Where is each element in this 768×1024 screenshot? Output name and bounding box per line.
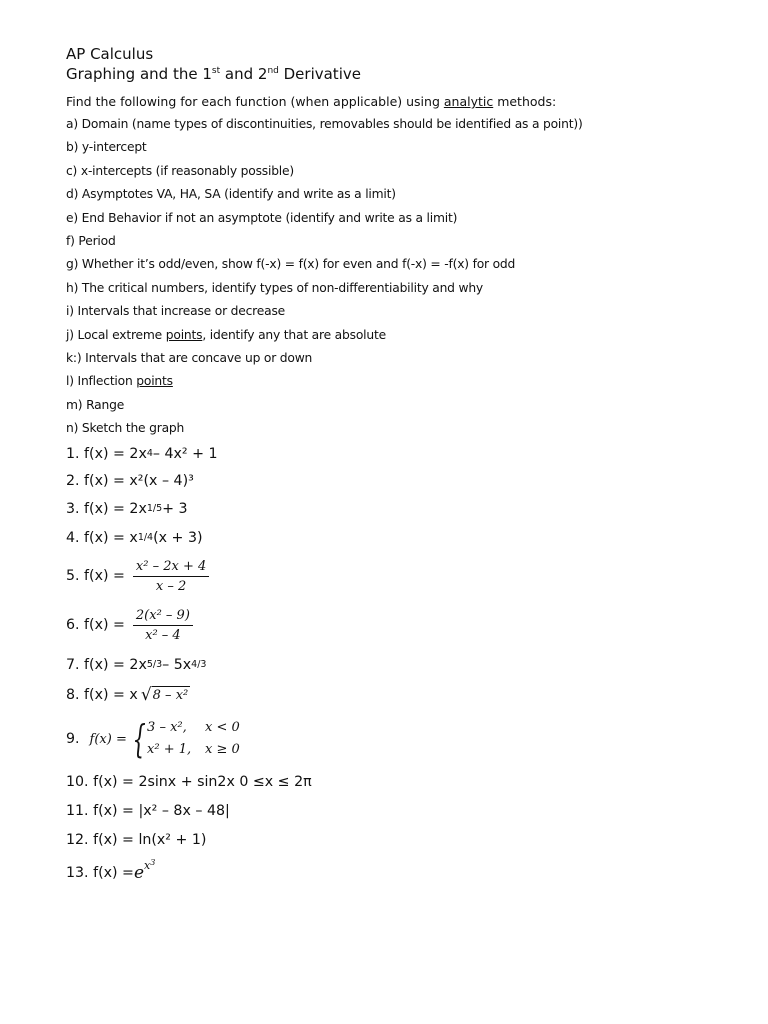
radical-sign: √ [140, 685, 152, 706]
problem-text: + 3 [162, 501, 188, 518]
fraction-numerator: 2(x² – 9) [133, 608, 193, 626]
title-sup-nd: nd [267, 66, 279, 76]
criterion-text: l) Inflection [66, 374, 137, 389]
instructions-text: methods: [493, 94, 557, 109]
problem-11: 11. f(x) = |x² – 8x – 48| [66, 802, 230, 819]
criterion-a: a) Domain (name types of discontinuities, removables should be identified as a point)) [66, 117, 583, 131]
problem-text: 8. f(x) = x [66, 687, 138, 704]
criterion-underlined: points [165, 327, 203, 342]
criterion-j [66, 324, 746, 347]
problem-text: 5. f(x) = [66, 568, 125, 585]
problem-1: 1. f(x) = 2x 4 – 4x² + 1 [66, 445, 218, 462]
criterion-g: g) Whether it’s odd/even, show f(-x) = f(x) for even and f(-x) = -f(x) for odd [66, 257, 516, 272]
problem-text: 6. f(x) = [66, 617, 125, 634]
exponent: x [144, 859, 151, 873]
piecewise-function [90, 717, 240, 761]
problem-8 [66, 680, 746, 710]
problem-text: 7. f(x) = 2x [66, 657, 147, 674]
problem-text: – 4x² + 1 [152, 445, 218, 462]
criterion-n: n) Sketch the graph [66, 421, 185, 436]
criterion-i: i) Intervals that increase or decrease [66, 304, 286, 319]
problem-9 [66, 710, 746, 768]
problem-list [66, 440, 746, 892]
case-condition: x < 0 [205, 720, 240, 736]
criterion-text: , identify any that are absolute [202, 327, 386, 342]
problem-3: 3. f(x) = 2x 1/5 + 3 [66, 501, 188, 518]
problem-5 [66, 552, 746, 600]
criterion-b: b) y-intercept [66, 140, 147, 155]
fraction-numerator: x² – 2x + 4 [133, 559, 209, 577]
criterion-text: j) Local extreme [66, 327, 166, 342]
problem-text: 3. f(x) = 2x [66, 501, 147, 518]
problem-number: 9. [66, 731, 80, 748]
title-part: Derivative [278, 65, 361, 83]
criterion-e: e) End Behavior if not an asymptote (identify and write as a limit) [66, 210, 458, 225]
case-expression: x² + 1, [147, 742, 192, 758]
exponential [133, 858, 156, 884]
problem-text: (x + 3) [153, 529, 203, 546]
case-row [147, 739, 240, 761]
criteria-list [66, 113, 746, 440]
problem-text: 4. f(x) = x [66, 529, 138, 546]
criterion-m: m) Range [66, 397, 125, 412]
title-part: Graphing and the 1 [66, 65, 212, 83]
worksheet-title [66, 64, 746, 84]
worksheet [66, 44, 746, 892]
exponent-power: 3 [150, 858, 156, 868]
square-root [141, 686, 190, 704]
problem-13 [66, 854, 746, 892]
problem-12: 12. f(x) = ln(x² + 1) [66, 831, 207, 848]
fraction [133, 608, 193, 643]
criterion-c: c) x-intercepts (if reasonably possible) [66, 163, 294, 178]
problem-6 [66, 600, 746, 650]
case-expression: 3 – x², [147, 720, 187, 736]
instructions-text: Find the following for each function (when applicable) using [66, 94, 444, 109]
instructions-underlined: analytic [443, 94, 494, 109]
criterion-h: h) The critical numbers, identify types of non-differentiability and why [66, 280, 483, 295]
function-name: f(x) = [89, 731, 127, 747]
problem-2: 2. f(x) = x²(x – 4)³ [66, 473, 194, 490]
course-title: AP Calculus [66, 45, 154, 63]
fraction [133, 559, 209, 594]
radicand: 8 – x² [152, 688, 189, 704]
criterion-d: d) Asymptotes VA, HA, SA (identify and write as a limit) [66, 187, 396, 202]
problem-text: 1. f(x) = 2x [66, 445, 147, 462]
exponential-base: e [133, 863, 144, 884]
problem-4: 4. f(x) = x 1/4 (x + 3) [66, 529, 203, 546]
problem-text: – 5x [162, 657, 192, 674]
case-row [147, 717, 240, 739]
title-sup-st: st [211, 66, 221, 76]
problem-text: 13. f(x) = [66, 865, 134, 882]
case-condition: x ≥ 0 [205, 742, 240, 758]
fraction-denominator: x – 2 [155, 578, 187, 594]
problem-7: 7. f(x) = 2x 5/3 – 5x 4/3 [66, 657, 207, 674]
criterion-underlined: points [136, 374, 173, 389]
brace-icon: { [132, 717, 146, 762]
title-part: and 2 [220, 65, 268, 83]
criterion-l [66, 370, 746, 393]
problem-10: 10. f(x) = 2sinx + sin2x 0 ≤x ≤ 2π [66, 774, 312, 791]
criterion-k: k:) Intervals that are concave up or down [66, 350, 313, 365]
instructions [66, 90, 746, 113]
fraction-denominator: x² – 4 [145, 627, 181, 643]
criterion-f: f) Period [66, 233, 116, 248]
piecewise-cases [147, 717, 240, 761]
